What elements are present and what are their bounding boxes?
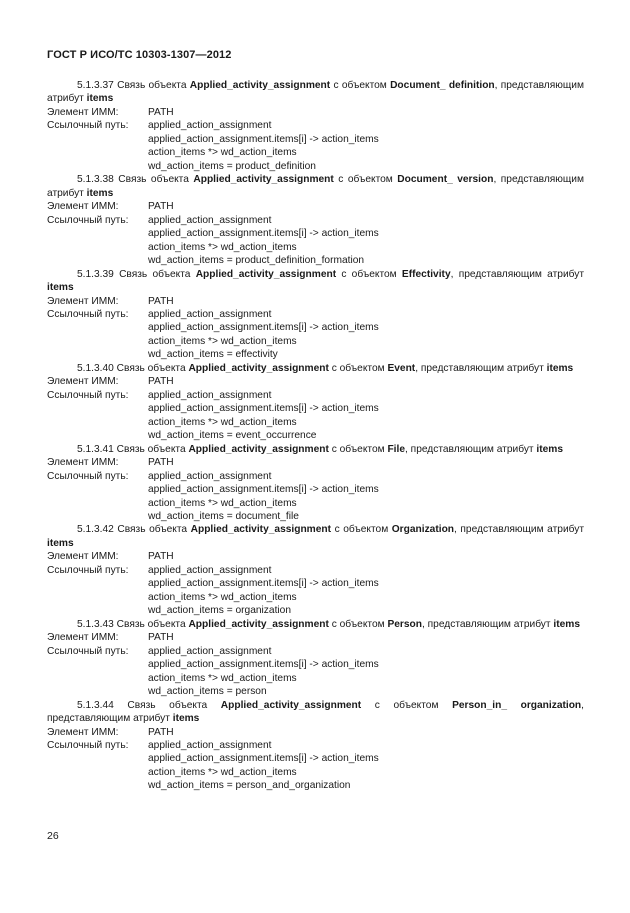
target-entity: File	[387, 443, 406, 455]
attribute-name: items	[172, 713, 200, 725]
section-number: 5.1.3.41	[77, 443, 114, 455]
heading-text: с объектом	[361, 699, 453, 711]
heading-text: с объектом	[328, 618, 388, 630]
path-label: Ссылочный путь:	[47, 214, 129, 226]
heading-text: , представляющим атрибут	[454, 524, 585, 536]
target-entity: Document_ definition	[390, 80, 495, 91]
attribute-name: items	[546, 362, 574, 374]
section-5-1-3-39	[47, 268, 584, 362]
attribute-name: items	[536, 443, 564, 455]
path-line: applied_action_assignment.items[i] -> action_items	[148, 578, 379, 590]
document-header: ГОСТ Р ИСО/ТС 10303-1307—2012	[47, 49, 232, 61]
path-line: applied_action_assignment.items[i] -> action_items	[148, 753, 379, 765]
heading-text: , представляющим атрибут	[415, 362, 547, 374]
source-entity: Applied_activity_assignment	[193, 174, 334, 186]
heading-text: Связь объекта	[113, 618, 189, 630]
element-label: Элемент ИММ:	[47, 201, 119, 213]
element-row	[47, 200, 584, 213]
section-heading	[47, 173, 584, 200]
path-line: applied_action_assignment.items[i] -> action_items	[148, 403, 379, 415]
element-row	[47, 631, 584, 644]
attribute-name: items	[553, 618, 581, 630]
path-line: applied_action_assignment	[148, 214, 272, 226]
section-number: 5.1.3.39	[77, 268, 114, 280]
path-line: wd_action_items = person	[148, 686, 267, 698]
path-line: wd_action_items = product_definition_formation	[148, 255, 365, 267]
path-line: action_items *> wd_action_items	[148, 497, 297, 509]
heading-text: с объектом	[330, 80, 391, 91]
heading-text: , представляющим атрибут	[47, 174, 585, 199]
element-value: PATH	[148, 106, 174, 118]
section-heading	[47, 443, 584, 456]
path-row	[47, 470, 584, 483]
section-5-1-3-42	[47, 523, 584, 617]
path-line: wd_action_items = event_occurrence	[148, 430, 317, 442]
target-entity: Person_in_ organization	[452, 699, 582, 711]
source-entity: Applied_activity_assignment	[195, 268, 337, 280]
path-line: applied_action_assignment.items[i] -> action_items	[148, 659, 379, 671]
path-line: action_items *> wd_action_items	[148, 241, 297, 253]
source-entity: Applied_activity_assignment	[189, 80, 331, 91]
target-entity: Effectivity	[401, 268, 451, 280]
section-heading	[47, 79, 584, 106]
section-heading	[47, 618, 584, 631]
section-5-1-3-43	[47, 618, 584, 699]
heading-text: Связь объекта	[113, 174, 194, 186]
heading-text: , представляющим атрибут	[405, 443, 537, 455]
path-row	[47, 645, 584, 658]
source-entity: Applied_activity_assignment	[188, 618, 329, 630]
target-entity: Event	[387, 362, 416, 374]
section-heading	[47, 362, 584, 375]
element-label: Элемент ИММ:	[47, 632, 119, 644]
element-value: PATH	[148, 726, 174, 738]
path-line: action_items *> wd_action_items	[148, 335, 297, 347]
path-line: applied_action_assignment	[148, 389, 272, 401]
path-row	[47, 119, 584, 132]
path-label: Ссылочный путь:	[47, 389, 129, 401]
path-row	[47, 564, 584, 577]
section-5-1-3-40	[47, 362, 584, 443]
attribute-name: items	[47, 537, 74, 549]
document-body	[47, 79, 584, 793]
path-row	[47, 308, 584, 321]
path-label: Ссылочный путь:	[47, 564, 129, 576]
path-line: wd_action_items = document_file	[148, 511, 299, 522]
path-row	[47, 739, 584, 752]
heading-text: , представляющим атрибут	[422, 618, 554, 630]
heading-text: Связь объекта	[113, 80, 190, 91]
attribute-name: items	[47, 282, 74, 294]
heading-text: Связь объекта	[113, 443, 189, 455]
section-5-1-3-44	[47, 699, 584, 793]
heading-text: с объектом	[328, 443, 388, 455]
heading-text: , представляющим атрибут	[47, 80, 584, 105]
source-entity: Applied_activity_assignment	[220, 699, 362, 711]
section-heading	[47, 268, 584, 295]
element-label: Элемент ИММ:	[47, 295, 119, 307]
section-number: 5.1.3.44	[77, 699, 114, 711]
path-line: applied_action_assignment	[148, 120, 272, 132]
element-value: PATH	[148, 376, 174, 388]
section-number: 5.1.3.37	[77, 80, 114, 91]
path-line: wd_action_items = person_and_organization	[148, 780, 351, 792]
path-line: applied_action_assignment	[148, 739, 272, 751]
path-line: wd_action_items = organization	[148, 605, 291, 617]
path-label: Ссылочный путь:	[47, 120, 129, 132]
path-line: applied_action_assignment	[148, 645, 272, 657]
source-entity: Applied_activity_assignment	[188, 362, 329, 374]
path-line: action_items *> wd_action_items	[148, 147, 297, 159]
target-entity: Person	[387, 618, 422, 630]
path-line: applied_action_assignment	[148, 470, 272, 482]
path-label: Ссылочный путь:	[47, 308, 129, 320]
element-row	[47, 375, 584, 388]
element-label: Элемент ИММ:	[47, 106, 119, 118]
page-number: 26	[47, 830, 59, 842]
heading-text: с объектом	[336, 268, 402, 280]
section-number: 5.1.3.43	[77, 618, 114, 630]
element-label: Элемент ИММ:	[47, 551, 119, 563]
element-value: PATH	[148, 295, 174, 307]
path-label: Ссылочный путь:	[47, 739, 129, 751]
path-line: applied_action_assignment.items[i] -> action_items	[148, 322, 379, 334]
element-label: Элемент ИММ:	[47, 726, 119, 738]
path-line: wd_action_items = product_definition	[148, 160, 316, 172]
attribute-name: items	[86, 187, 114, 199]
element-label: Элемент ИММ:	[47, 376, 119, 388]
path-label: Ссылочный путь:	[47, 470, 129, 482]
source-entity: Applied_activity_assignment	[190, 524, 332, 536]
path-line: action_items *> wd_action_items	[148, 416, 297, 428]
element-row	[47, 456, 584, 469]
target-entity: Organization	[391, 524, 455, 536]
attribute-name: items	[86, 93, 114, 105]
path-line: applied_action_assignment	[148, 308, 272, 320]
heading-text: , представляющим атрибут	[47, 699, 585, 725]
section-number: 5.1.3.42	[77, 524, 114, 536]
element-value: PATH	[148, 632, 174, 644]
element-value: PATH	[148, 201, 174, 213]
element-row	[47, 550, 584, 563]
path-line: action_items *> wd_action_items	[148, 672, 297, 684]
path-line: applied_action_assignment.items[i] -> action_items	[148, 133, 379, 145]
path-line: applied_action_assignment	[148, 564, 272, 576]
heading-text: , представляющим атрибут	[450, 268, 585, 280]
target-entity: Document_ version	[397, 174, 494, 186]
element-row	[47, 295, 584, 308]
heading-text: Связь объекта	[113, 699, 221, 711]
path-line: wd_action_items = effectivity	[148, 349, 278, 361]
element-value: PATH	[148, 551, 174, 563]
path-line: applied_action_assignment.items[i] -> action_items	[148, 484, 379, 496]
section-heading	[47, 699, 584, 726]
path-line: action_items *> wd_action_items	[148, 591, 297, 603]
section-5-1-3-41	[47, 443, 584, 524]
path-line: applied_action_assignment.items[i] -> action_items	[148, 228, 379, 240]
path-label: Ссылочный путь:	[47, 645, 129, 657]
element-row	[47, 106, 584, 119]
heading-text: Связь объекта	[113, 362, 189, 374]
section-number: 5.1.3.40	[77, 362, 114, 374]
section-5-1-3-37	[47, 79, 584, 173]
source-entity: Applied_activity_assignment	[188, 443, 329, 455]
heading-text: Связь объекта	[113, 268, 196, 280]
heading-text: с объектом	[331, 524, 392, 536]
heading-text: с объектом	[328, 362, 388, 374]
heading-text: с объектом	[333, 174, 398, 186]
element-value: PATH	[148, 457, 174, 469]
path-row	[47, 389, 584, 402]
element-label: Элемент ИММ:	[47, 457, 119, 469]
element-row	[47, 726, 584, 739]
section-5-1-3-38	[47, 173, 584, 267]
section-heading	[47, 523, 584, 550]
path-line: action_items *> wd_action_items	[148, 766, 297, 778]
heading-text: Связь объекта	[113, 524, 191, 536]
section-number: 5.1.3.38	[77, 174, 114, 186]
path-row	[47, 214, 584, 227]
